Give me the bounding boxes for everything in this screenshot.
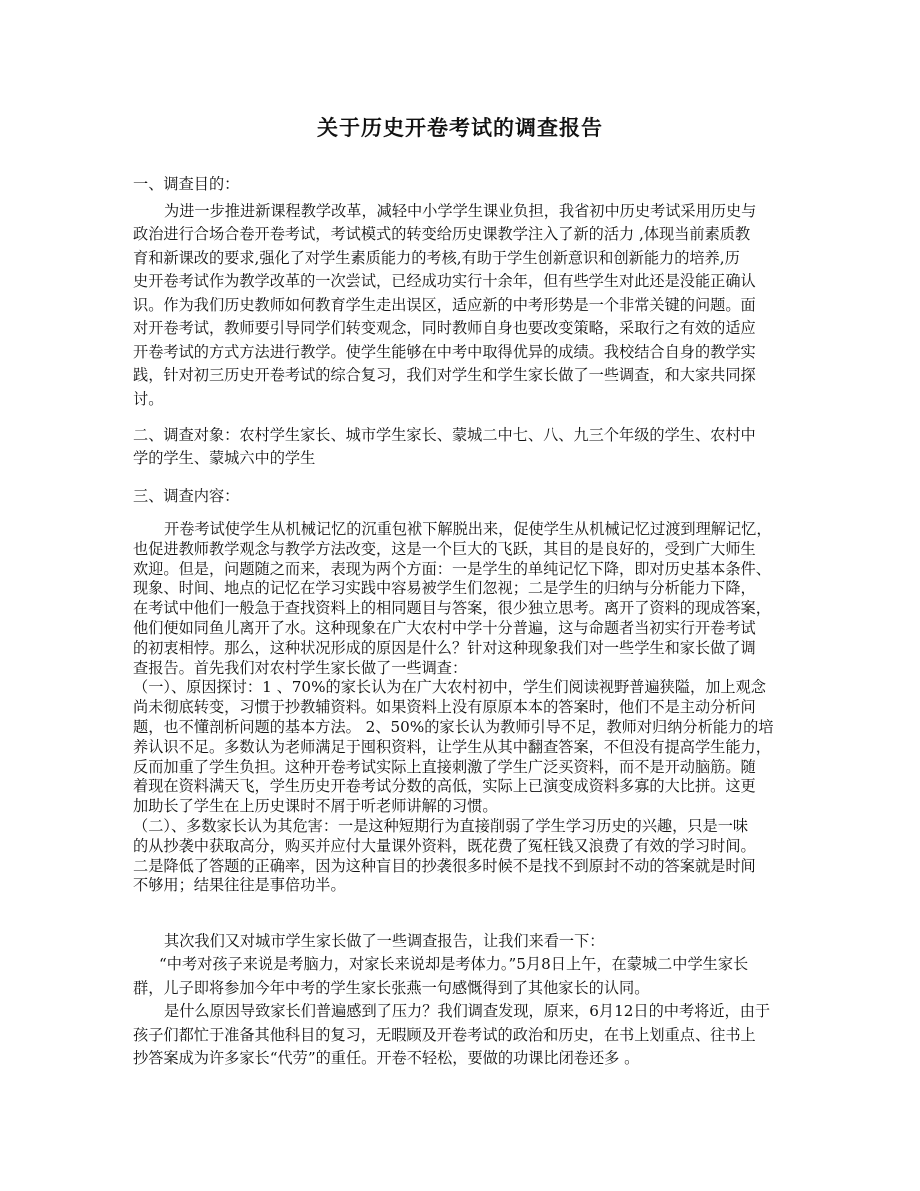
text-line: 尚未彻底转变，习惯于抄教辅资料。如果资料上没有原原本本的答案时，他们不是主动分析问 [133, 698, 756, 717]
section-3-heading: 三、调查内容： [133, 487, 240, 505]
text-line: 开卷考试的方式方法进行教学。使学生能够在中考中取得优异的成绩。我校结合自身的教学实 [133, 342, 756, 361]
text-line: 二、调查对象：农村学生家长、城市学生家长、蒙城二中七、八、九三个年级的学生、农村中 [133, 426, 756, 444]
text-line: 在考试中他们一般急于查找资料上的相同题目与答案，很少独立思考。离开了资料的现成答案， [133, 599, 771, 618]
text-line: 养认识不足。多数认为老师满足于囤积资料，让学生从其中翻查答案，不但没有提高学生能力， [133, 737, 771, 756]
text-line: 的从抄袭中获取高分，购买并应付大量课外资料，既花费了冤枉钱又浪费了有效的学习时间。 [133, 836, 756, 855]
text-line: 查报告。首先我们对农村学生家长做了一些调查： [133, 658, 468, 677]
section-3-paragraph [133, 520, 793, 896]
text-line: 二是降低了答题的正确率，因为这种盲目的抄袭很多时候不是找不到原封不动的答案就是时间 [133, 856, 756, 875]
text-line: 欢迎。但是，问题随之而来，表现为两个方面：一是学生的单纯记忆下降，即对历史基本条件、 [133, 559, 771, 578]
text-line: 是什么原因导致家长们普遍感到了压力？我们调查发现，原来，6月12日的中考将近，由于 [164, 1002, 771, 1021]
text-line: 群，儿子即将参加今年中考的学生家长张燕一句感慨得到了其他家长的认同。 [133, 978, 650, 997]
text-line: 育和新课改的要求,强化了对学生素质能力的考核,有助于学生创新意识和创新能力的培养,历 [133, 248, 740, 267]
text-line: 为进一步推进新课程教学改革，减轻中小学学生课业负担，我省初中历史考试采用历史与 [164, 202, 757, 220]
text-line: 开卷考试使学生从机械记忆的沉重包袱下解脱出来，促使学生从机械记忆过渡到理解记忆， [164, 520, 772, 538]
document-title: 关于历史开卷考试的调查报告 [317, 115, 603, 140]
text-line: 也促进教师教学观念与教学方法改变，这是一个巨大的飞跃，其目的是良好的，受到广大师生 [133, 539, 756, 558]
text-line: 践，针对初三历史开卷考试的综合复习，我们对学生和学生家长做了一些调查，和大家共同探 [133, 366, 756, 385]
text-line: 史开卷考试作为教学改革的一次尝试，已经成功实行十余年，但有些学生对此还是没能正确认 [133, 272, 756, 291]
section-4-paragraph [133, 930, 793, 1071]
text-line: 对开卷考试，教师要引导同学们转变观念，同时教师自身也要改变策略，采取行之有效的适应 [133, 319, 756, 338]
text-line: 讨。 [133, 389, 164, 408]
text-line: （一）、原因探讨：1 、70%的家长认为在广大农村初中，学生们阅读视野普遍狭隘，加上观念 [133, 678, 766, 697]
text-line: 加助长了学生在上历史课时不屑于听老师讲解的习惯。 [133, 797, 498, 816]
text-line: 学的学生、蒙城六中的学生 [133, 449, 316, 468]
section-1-paragraph [133, 200, 793, 411]
text-line: 的初衷相悖。那么，这种状况形成的原因是什么？针对这种现象我们对一些学生和家长做了调 [133, 638, 756, 657]
text-line: “中考对孩子来说是考脑力，对家长来说却是考体力。”5月8日上午，在蒙城二中学生家长 [159, 955, 749, 974]
text-line: 不够用；结果往往是事倍功半。 [133, 876, 346, 895]
text-line: 现象、时间、地点的记忆在学习实践中容易被学生们忽视；二是学生的归纳与分析能力下降， [133, 579, 756, 598]
text-line: 题，也不懂剖析问题的基本方法。 2、50%的家长认为教师引导不足，教师对归纳分析能力的培 [133, 717, 774, 736]
section-1-heading: 一、调查目的： [133, 175, 240, 193]
section-2-paragraph [133, 424, 793, 471]
text-line: 他们便如同鱼儿离开了水。这种现象在广大农村中学十分普遍，这与命题者当初实行开卷考试 [133, 618, 756, 637]
text-line: 着现在资料满天飞，学生历史开卷考试分数的高低，实际上已演变成资料多寡的大比拼。这更 [133, 777, 756, 796]
text-line: 反而加重了学生负担。这种开卷考试实际上直接刺激了学生广泛买资料，而不是开动脑筋。随 [133, 757, 756, 776]
text-line: 其次我们又对城市学生家长做了一些调查报告，让我们来看一下： [164, 932, 605, 950]
text-line: （二）、多数家长认为其危害：一是这种短期行为直接削弱了学生学习历史的兴趣，只是一味 [133, 816, 749, 835]
text-line: 识。作为我们历史教师如何教育学生走出误区，适应新的中考形势是一个非常关键的问题。面 [133, 295, 756, 314]
text-line: 孩子们都忙于准备其他科目的复习，无暇顾及开卷考试的政治和历史，在书上划重点、往书上 [133, 1025, 756, 1044]
text-line: 抄答案成为许多家长“代劳”的重任。开卷不轻松，要做的功课比闭卷还多 。 [133, 1049, 640, 1068]
text-line: 政治进行合场合卷开卷考试，考试模式的转变给历史课教学注入了新的活力 ,体现当前素质教 [133, 225, 751, 244]
